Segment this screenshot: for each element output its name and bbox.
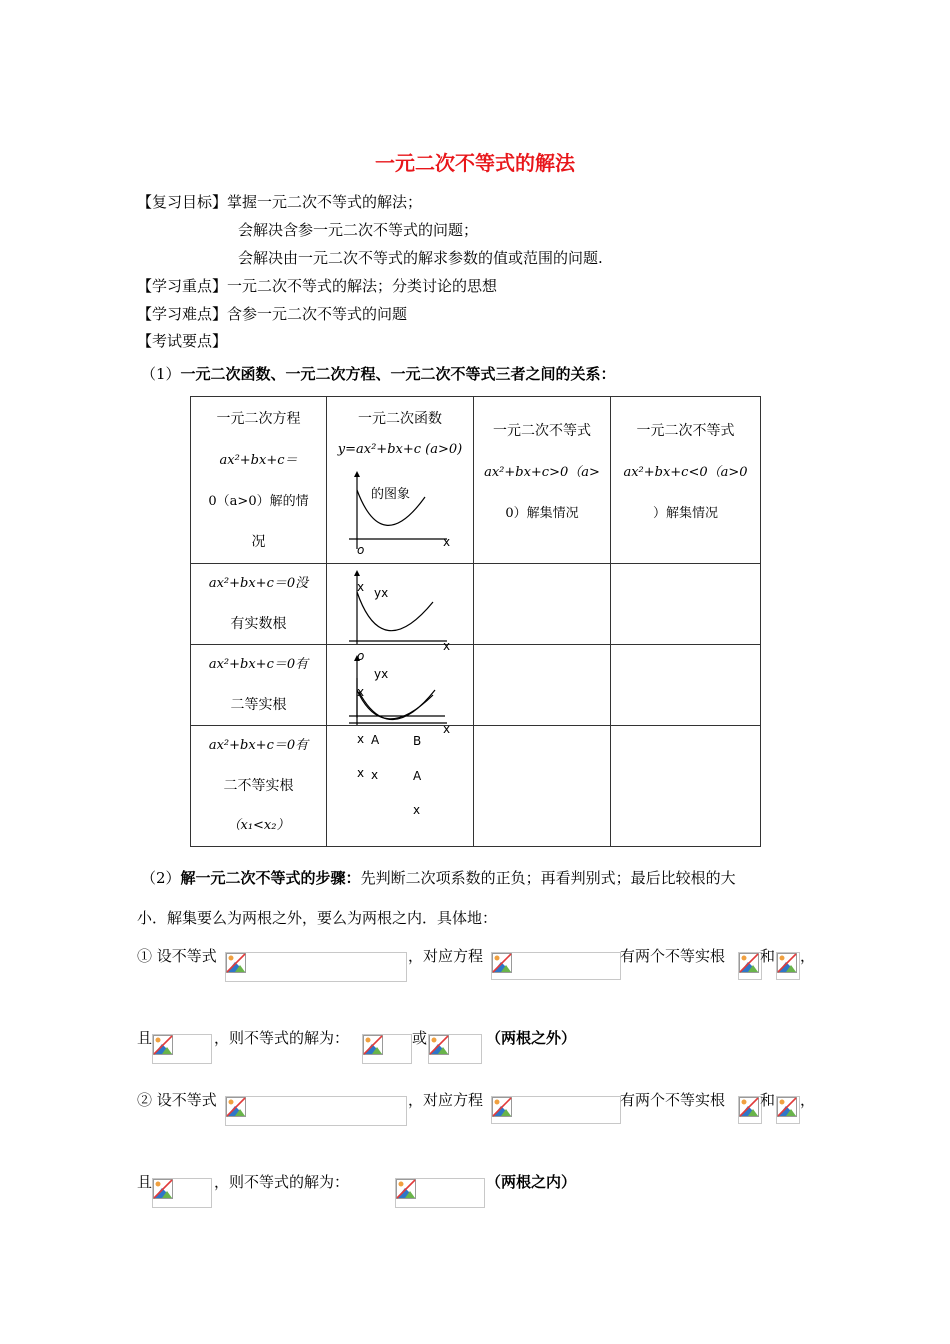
section1-num: （1） (141, 365, 181, 383)
section2-bold: 解一元二次不等式的步骤： (180, 869, 361, 887)
row-two-roots-line-1: ax²+bx+c＝0有 (208, 738, 309, 753)
row-no-roots-line-1: ax²+bx+c＝0没 (208, 576, 309, 591)
origin-label: o (357, 543, 365, 557)
x-axis-label-2: x (443, 639, 451, 653)
case2-inequality-box (225, 1096, 407, 1126)
row-two-roots-line-3: （x₁<x₂） (227, 818, 290, 833)
case2-solution-image-icon (396, 1179, 416, 1199)
section2-text: 先判断二次项系数的正负；再看判别式；最后比较根的大 (360, 869, 736, 887)
case1-equation-image-icon (492, 953, 512, 973)
y-axis-label-2: x (357, 685, 365, 699)
parabola-graph-header (327, 397, 474, 559)
header-function-line-2: y=ax²+bx+c (a>0) (337, 442, 463, 457)
x-label-3d: x (413, 803, 421, 817)
case2-inequality-image-icon (226, 1097, 246, 1117)
case2-root1-image-icon (739, 1097, 759, 1117)
header-greater-line-3: 0）解集情况 (505, 506, 579, 521)
case2-and-text: 和 (760, 1091, 776, 1109)
row-two-roots-greater (474, 726, 611, 847)
focus-line (137, 276, 497, 296)
x-label-3a: x (357, 732, 365, 746)
row-no-roots-graph (327, 564, 474, 645)
page-title: 一元二次不等式的解法 (375, 151, 575, 175)
section1-heading (141, 364, 616, 384)
header-equation (191, 397, 327, 564)
section1-text: 一元二次函数、一元二次方程、一元二次不等式三者之间的关系： (180, 365, 616, 383)
section2-num: （2） (141, 869, 181, 887)
x-label-3c: x (371, 768, 379, 782)
difficulty-line (137, 304, 407, 324)
case2-roots-text: 有两个不等实根 (620, 1091, 726, 1109)
row-no-roots-label (191, 564, 327, 645)
difficulty-label: 【学习难点】 (137, 305, 228, 323)
parabola-graph-no-roots (327, 564, 474, 644)
case1-solution-text: ，则不等式的解为： (214, 1029, 350, 1047)
review-goal-1: 掌握一元二次不等式的解法； (227, 193, 423, 211)
row-two-roots-less (611, 726, 761, 847)
yx-label-2: yx (374, 667, 389, 681)
header-equation-line-4: 况 (251, 534, 266, 550)
row-double-root-less (611, 645, 761, 726)
x-axis-label: x (443, 535, 451, 549)
case2-and-prefix: 且 (137, 1173, 153, 1191)
row-double-root-greater (474, 645, 611, 726)
header-equation-line-1: 一元二次方程 (216, 411, 301, 427)
row-two-roots-label (191, 726, 327, 847)
case1-tag: （两根之外） (486, 1029, 577, 1047)
parabola-graph-two-roots (327, 678, 474, 726)
header-function-line-3: 的图象 (371, 487, 411, 502)
point-a-label: A (371, 733, 380, 747)
relation-table (190, 396, 761, 847)
difficulty-text: 含参一元二次不等式的问题 (227, 305, 408, 323)
case2-equation-text: ，对应方程 (408, 1091, 484, 1109)
case2-condition-image-icon (153, 1179, 173, 1199)
review-goal-3: 会解决由一元二次不等式的解求参数的值或范围的问题. (238, 249, 603, 267)
point-b-label: B (413, 734, 422, 748)
point-a-label-2: A (413, 769, 422, 783)
case1-solution1-image-icon (363, 1035, 383, 1055)
x-label-3b: x (357, 766, 365, 780)
row-no-roots-line-2: 有实数根 (230, 616, 287, 632)
header-ineq-greater (474, 397, 611, 564)
row-double-root-line-1: ax²+bx+c＝0有 (208, 657, 309, 672)
case1-prefix: ① 设不等式 (137, 947, 217, 965)
x-axis-label-3: x (443, 722, 451, 736)
case1-and-prefix: 且 (137, 1029, 153, 1047)
case1-inequality-box (225, 952, 407, 982)
focus-label: 【学习重点】 (137, 277, 228, 295)
row-double-root-line-2: 二等实根 (230, 697, 287, 713)
row-double-root-label (191, 645, 327, 726)
review-goals-line-1 (137, 192, 422, 212)
header-equation-line-2: ax²+bx+c＝ (219, 453, 298, 468)
header-equation-line-3: 0（a>0）解的情 (208, 494, 309, 509)
row-two-roots-line-2: 二不等实根 (223, 778, 294, 794)
case1-root1-image-icon (739, 953, 759, 973)
case1-comma: ， (800, 947, 816, 965)
y-axis-label: x (357, 580, 365, 594)
review-goal-2: 会解决含参一元二次不等式的问题； (238, 221, 479, 239)
case1-equation-text: ，对应方程 (408, 947, 484, 965)
focus-text: 一元二次不等式的解法；分类讨论的思想 (227, 277, 498, 295)
case2-root2-image-icon (777, 1097, 797, 1117)
case1-condition-image-icon (153, 1035, 173, 1055)
section2-line-2: 小．解集要么为两根之外，要么为两根之内．具体地： (137, 909, 498, 927)
header-function (327, 397, 474, 564)
case1-root2-image-icon (777, 953, 797, 973)
case1-or-text: 或 (412, 1029, 428, 1047)
origin-label-2: o (357, 649, 365, 663)
header-less-line-3: ）解集情况 (652, 506, 718, 521)
row-no-roots-less (611, 564, 761, 645)
case2-equation-image-icon (492, 1097, 512, 1117)
header-greater-line-2: ax²+bx+c>0（a> (484, 465, 600, 480)
case1-solution2-image-icon (429, 1035, 449, 1055)
case1-roots-text: 有两个不等实根 (620, 947, 726, 965)
case1-inequality-image-icon (226, 953, 246, 973)
case1-and-text: 和 (760, 947, 776, 965)
case2-prefix: ② 设不等式 (137, 1091, 217, 1109)
case2-solution-text: ，则不等式的解为： (214, 1173, 350, 1191)
exam-label: 【考试要点】 (137, 332, 228, 350)
header-less-line-2: ax²+bx+c<0（a>0 (623, 465, 748, 480)
row-two-roots-graph (327, 722, 474, 847)
header-function-line-1: 一元二次函数 (358, 411, 442, 427)
header-ineq-less (611, 397, 761, 564)
header-greater-line-1: 一元二次不等式 (493, 423, 591, 439)
yx-label: yx (374, 586, 389, 600)
review-label: 【复习目标】 (137, 193, 228, 211)
case2-comma: ， (800, 1091, 816, 1109)
row-no-roots-greater (474, 564, 611, 645)
case2-tag: （两根之内） (486, 1173, 577, 1191)
header-less-line-1: 一元二次不等式 (636, 423, 735, 439)
section2-line-1 (141, 868, 736, 888)
